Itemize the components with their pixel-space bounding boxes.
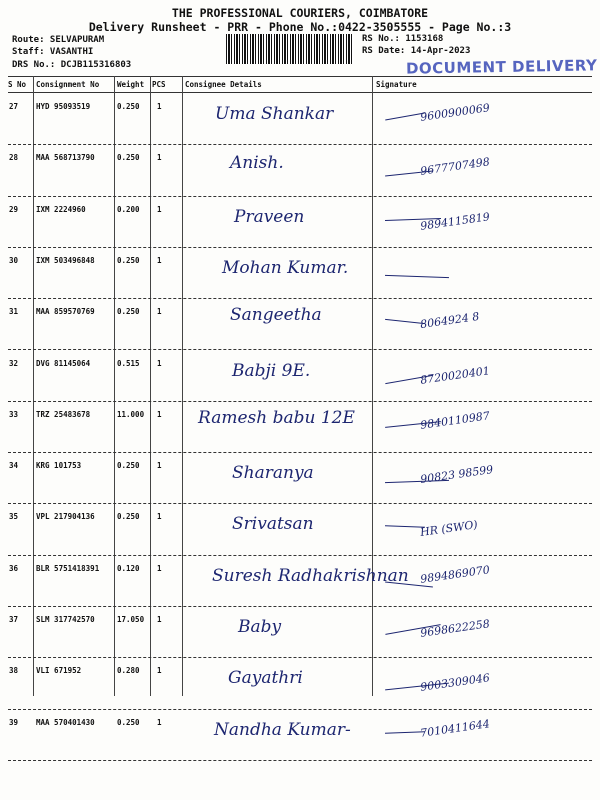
- row-consignment-no: SLM 317742570: [36, 615, 95, 624]
- row-sno: 39: [9, 717, 19, 727]
- row-pcs: 1: [157, 615, 162, 624]
- row-weight: 0.250: [117, 102, 140, 111]
- consignee-handwritten-name: Ramesh babu 12E: [198, 407, 355, 428]
- consignee-handwritten-name: Mohan Kumar.: [222, 257, 349, 278]
- row-sno: 28: [9, 153, 19, 163]
- signature-handwriting: 9677707498: [419, 155, 491, 179]
- row-consignment-no: DVG 81145064: [36, 358, 91, 368]
- signature-handwriting: 9894869070: [419, 562, 491, 586]
- row-consignment-no: BLR 5751418391: [36, 563, 100, 573]
- col-signature-header: Signature: [376, 80, 417, 89]
- consignee-handwritten-name: Srivatsan: [232, 514, 314, 535]
- table-row: [0, 453, 600, 503]
- col-sno-header: S No: [8, 80, 27, 89]
- row-sno: 31: [9, 307, 19, 317]
- row-pcs: 1: [157, 153, 162, 163]
- row-consignment-no: VLI 671952: [36, 666, 82, 676]
- consignee-handwritten-name: Baby: [238, 617, 282, 637]
- consignee-handwritten-name: Anish.: [230, 153, 284, 174]
- consignee-handwritten-name: Sharanya: [232, 463, 314, 484]
- consignee-handwritten-name: Uma Shankar: [215, 104, 334, 124]
- row-consignment-no: HYD 95093519: [36, 102, 91, 111]
- row-weight: 17.050: [117, 615, 145, 624]
- staff-label: Staff: VASANTHI: [12, 47, 94, 57]
- row-weight: 0.515: [117, 358, 140, 368]
- table-row: [0, 504, 600, 554]
- table-row: [0, 94, 600, 144]
- row-consignment-no: IXM 503496848: [36, 255, 95, 265]
- row-weight: 0.250: [117, 153, 140, 163]
- row-pcs: 1: [157, 409, 162, 419]
- row-pcs: 1: [157, 717, 162, 727]
- row-sno: 35: [9, 512, 19, 522]
- consignee-handwritten-name: Nandha Kumar-: [214, 719, 351, 740]
- row-sno: 32: [9, 358, 19, 368]
- row-pcs: 1: [157, 461, 162, 471]
- row-pcs: 1: [157, 255, 162, 265]
- row-sno: 27: [9, 102, 19, 111]
- row-pcs: 1: [157, 204, 162, 214]
- row-sno: 38: [9, 666, 19, 676]
- table-row: [0, 145, 600, 195]
- table-row: [0, 607, 600, 657]
- row-pcs: 1: [157, 512, 162, 522]
- table-row: [0, 556, 600, 606]
- table-row: [0, 658, 600, 708]
- signature-handwriting: 8064924 8: [419, 310, 481, 332]
- row-weight: 0.200: [117, 204, 140, 214]
- row-pcs: 1: [157, 307, 162, 317]
- route-label: Route: SELVAPURAM: [12, 35, 105, 45]
- row-weight: 0.250: [117, 512, 140, 522]
- consignee-handwritten-name: Babji 9E.: [232, 360, 311, 381]
- row-sno: 34: [9, 461, 19, 471]
- signature-scribble: [385, 731, 425, 733]
- row-consignment-no: TRZ 25483678: [36, 409, 91, 419]
- signature-scribble: [385, 113, 425, 121]
- rs-number: RS No.: 1153168: [362, 34, 444, 44]
- barcode: [226, 34, 354, 64]
- row-sno: 30: [9, 255, 19, 265]
- signature-handwriting: 9600900069: [419, 101, 491, 124]
- row-weight: 0.250: [117, 307, 140, 317]
- row-weight: 0.250: [117, 255, 140, 265]
- table-row: [0, 197, 600, 247]
- row-weight: 0.120: [117, 563, 140, 573]
- signature-handwriting: 9003309046: [419, 671, 491, 695]
- col-weight-header: Weight: [117, 80, 145, 89]
- col-consignee-header: Consignee Details: [185, 80, 262, 89]
- row-consignment-no: KRG 101753: [36, 461, 82, 471]
- row-sno: 33: [9, 409, 19, 419]
- row-divider: [8, 760, 592, 761]
- page-title: THE PROFESSIONAL COURIERS, COIMBATORE: [171, 6, 429, 20]
- header-bottom-rule: [8, 92, 592, 93]
- consignee-handwritten-name: Suresh Radhakrishnan: [212, 565, 409, 586]
- signature-handwriting: 90823 98599: [419, 463, 495, 487]
- row-consignment-no: IXM 2224960: [36, 204, 86, 214]
- table-row: [0, 710, 600, 760]
- drs-label: DRS No.: DCJB115316803: [12, 60, 132, 70]
- signature-handwriting: 9894115819: [419, 209, 491, 233]
- rs-date: RS Date: 14-Apr-2023: [362, 46, 471, 56]
- table-row: [0, 402, 600, 452]
- document-delivery-stamp: DOCUMENT DELIVERY: [405, 56, 598, 78]
- row-pcs: 1: [157, 563, 162, 573]
- consignee-handwritten-name: Sangeetha: [230, 305, 322, 326]
- header-top-rule: [8, 76, 592, 77]
- table-row: [0, 351, 600, 401]
- col-pcs-header: PCS: [152, 80, 166, 89]
- row-pcs: 1: [157, 666, 162, 676]
- signature-handwriting: 8720020401: [419, 363, 491, 387]
- signature-handwriting: 9698622258: [419, 617, 491, 640]
- row-sno: 29: [9, 204, 19, 214]
- signature-handwriting: 9840110987: [419, 408, 491, 432]
- row-pcs: 1: [157, 358, 162, 368]
- signature-handwriting: HR (SWO): [419, 518, 479, 540]
- row-sno: 37: [9, 615, 19, 624]
- row-weight: 11.000: [117, 409, 145, 419]
- page-subtitle: Delivery Runsheet - PRR - Phone No.:0422-3505555 - Page No.:3: [88, 20, 512, 34]
- row-consignment-no: VPL 217904136: [36, 512, 95, 522]
- col-consignment-header: Consignment No: [36, 80, 100, 89]
- row-pcs: 1: [157, 102, 162, 111]
- row-consignment-no: MAA 568713790: [36, 153, 95, 163]
- row-weight: 0.250: [117, 461, 140, 471]
- table-row: [0, 299, 600, 349]
- row-consignment-no: MAA 570401430: [36, 717, 95, 727]
- signature-scribble: [385, 275, 449, 278]
- row-weight: 0.250: [117, 717, 140, 727]
- consignee-handwritten-name: Gayathri: [228, 668, 303, 689]
- table-row: [0, 248, 600, 298]
- consignee-handwritten-name: Praveen: [234, 206, 305, 227]
- row-consignment-no: MAA 859570769: [36, 307, 95, 317]
- row-weight: 0.280: [117, 666, 140, 676]
- signature-handwriting: 7010411644: [419, 716, 491, 740]
- row-sno: 36: [9, 563, 19, 573]
